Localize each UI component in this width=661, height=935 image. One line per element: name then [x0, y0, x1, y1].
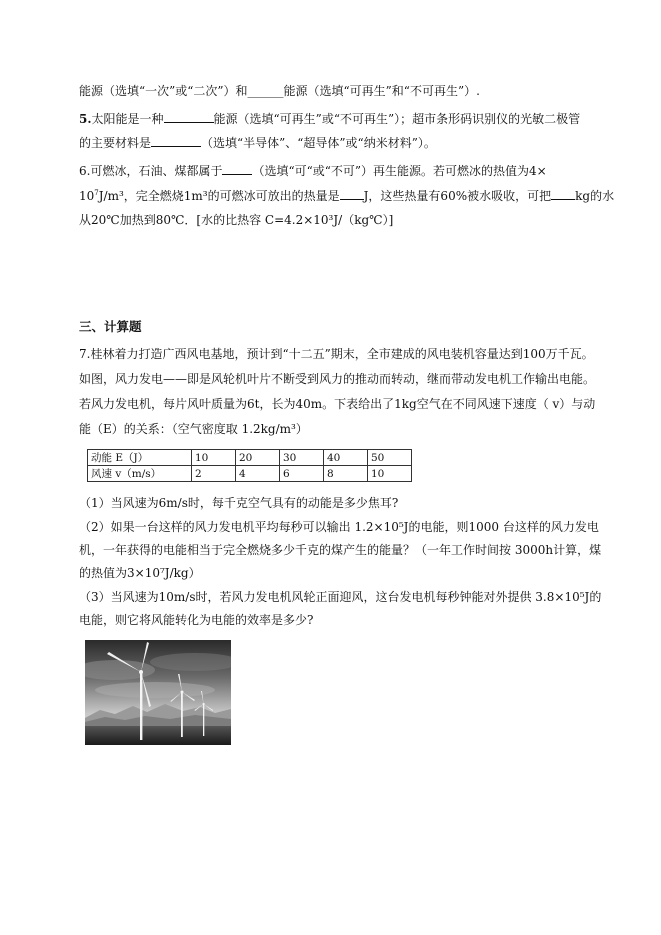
table-cell: 4: [236, 466, 280, 482]
table-cell: 30: [280, 450, 324, 466]
q5-line-1: [79, 111, 580, 127]
q5-blank-2[interactable]: [151, 135, 201, 147]
q6-text-c: 10: [79, 189, 95, 203]
wind-turbine-image: [85, 640, 231, 745]
q4-tail-text: 能源（选填“一次”或“二次”）和______能源（选填“可再生”和“不可再生”）.: [79, 84, 480, 98]
table-cell: 10: [192, 450, 236, 466]
q7-intro-line-2: 如图，风力发电——即是风轮机叶片不断受到风力的推动而转动，继而带动发电机工作输出电能。: [79, 372, 596, 386]
q7-intro-line-4: 能（E）的关系：（空气密度取 1.2kg/m³）: [79, 422, 308, 436]
wind-turbine-photo: [85, 640, 231, 745]
table-cell: 10: [368, 466, 412, 482]
q6-line-1: [79, 163, 547, 179]
q5-blank-1[interactable]: [164, 111, 214, 123]
q6-text-f: kg的水: [575, 189, 615, 203]
q7-sub-2-line-3: 的热值为3×10⁷J/kg）: [79, 566, 201, 580]
table-cell: 2: [192, 466, 236, 482]
table-cell: 20: [236, 450, 280, 466]
q6-text-d: J/m³，完全燃烧1m³的可燃冰可放出的热量是: [98, 189, 340, 203]
table-row-speed: [88, 466, 412, 482]
energy-speed-table: [87, 449, 412, 482]
q6-text-a: 6.可燃冰，石油、煤都属于: [79, 164, 223, 178]
q7-sub-3-line-1: （3）当风速为10m/s时，若风力发电机风轮正面迎风，这台发电机每秒钟能对外提供 3.8×10⁵J的: [79, 590, 602, 604]
q7-sub-2-line-2: 机，一年获得的电能相当于完全燃烧多少千克的煤产生的能量？（一年工作时间按 3000h计算，煤: [79, 543, 602, 557]
q5-number: 5.: [79, 112, 92, 126]
q6-blank-2[interactable]: [340, 188, 364, 200]
q5-text-b: 能源（选填“可再生”或“不可再生”）；超市条形码识别仪的光敏二极管: [213, 112, 581, 126]
q7-sub-1: （1）当风速为6m/s时，每千克空气具有的动能是多少焦耳?: [79, 496, 399, 510]
q7-intro-line-3: 若风力发电机，每片风叶质量为6t，长为40m。下表给出了1kg空气在不同风速下速度（ v）与动: [79, 397, 596, 411]
q6-exponent: 7: [94, 189, 99, 197]
table-row-label: 风速 v（m/s）: [88, 466, 192, 482]
table-row-energy: [88, 450, 412, 466]
q6-line-2: [79, 188, 614, 204]
table-cell: 6: [280, 466, 324, 482]
q7-sub-3-line-2: 电能，则它将风能转化为电能的效率是多少?: [79, 613, 314, 627]
q6-text-e: J，这些热量有60%被水吸收，可把: [363, 189, 552, 203]
q5-line-2: [79, 135, 436, 151]
section-3-heading: 三、计算题: [79, 319, 142, 334]
q6-blank-3[interactable]: [551, 188, 575, 200]
q5-text-d: （选填“半导体”、“超导体”或“纳米材料”）。: [201, 136, 436, 150]
q7-intro-line-1: 7.桂林着力打造广西风电基地，预计到“十二五”期末，全市建成的风电装机容量达到100万千瓦。: [79, 347, 594, 361]
q6-blank-1[interactable]: [222, 163, 252, 175]
q6-line-3: 从20℃加热到80℃．[水的比热容 C=4.2×10³J/（kg℃）]: [79, 213, 394, 227]
q5-text-c: 的主要材料是: [79, 136, 152, 150]
table-cell: 50: [368, 450, 412, 466]
q5-text-a: 太阳能是一种: [91, 112, 164, 126]
table-cell: 40: [324, 450, 368, 466]
q7-sub-2-line-1: （2）如果一台这样的风力发电机平均每秒可以输出 1.2×10⁵J的电能，则1000 台这样的风力发电: [79, 520, 599, 534]
table-cell: 8: [324, 466, 368, 482]
q6-text-b: （选填“可“或“不可”）再生能源。若可燃冰的热值为4×: [252, 164, 547, 178]
table-row-label: 动能 E（J）: [88, 450, 192, 466]
